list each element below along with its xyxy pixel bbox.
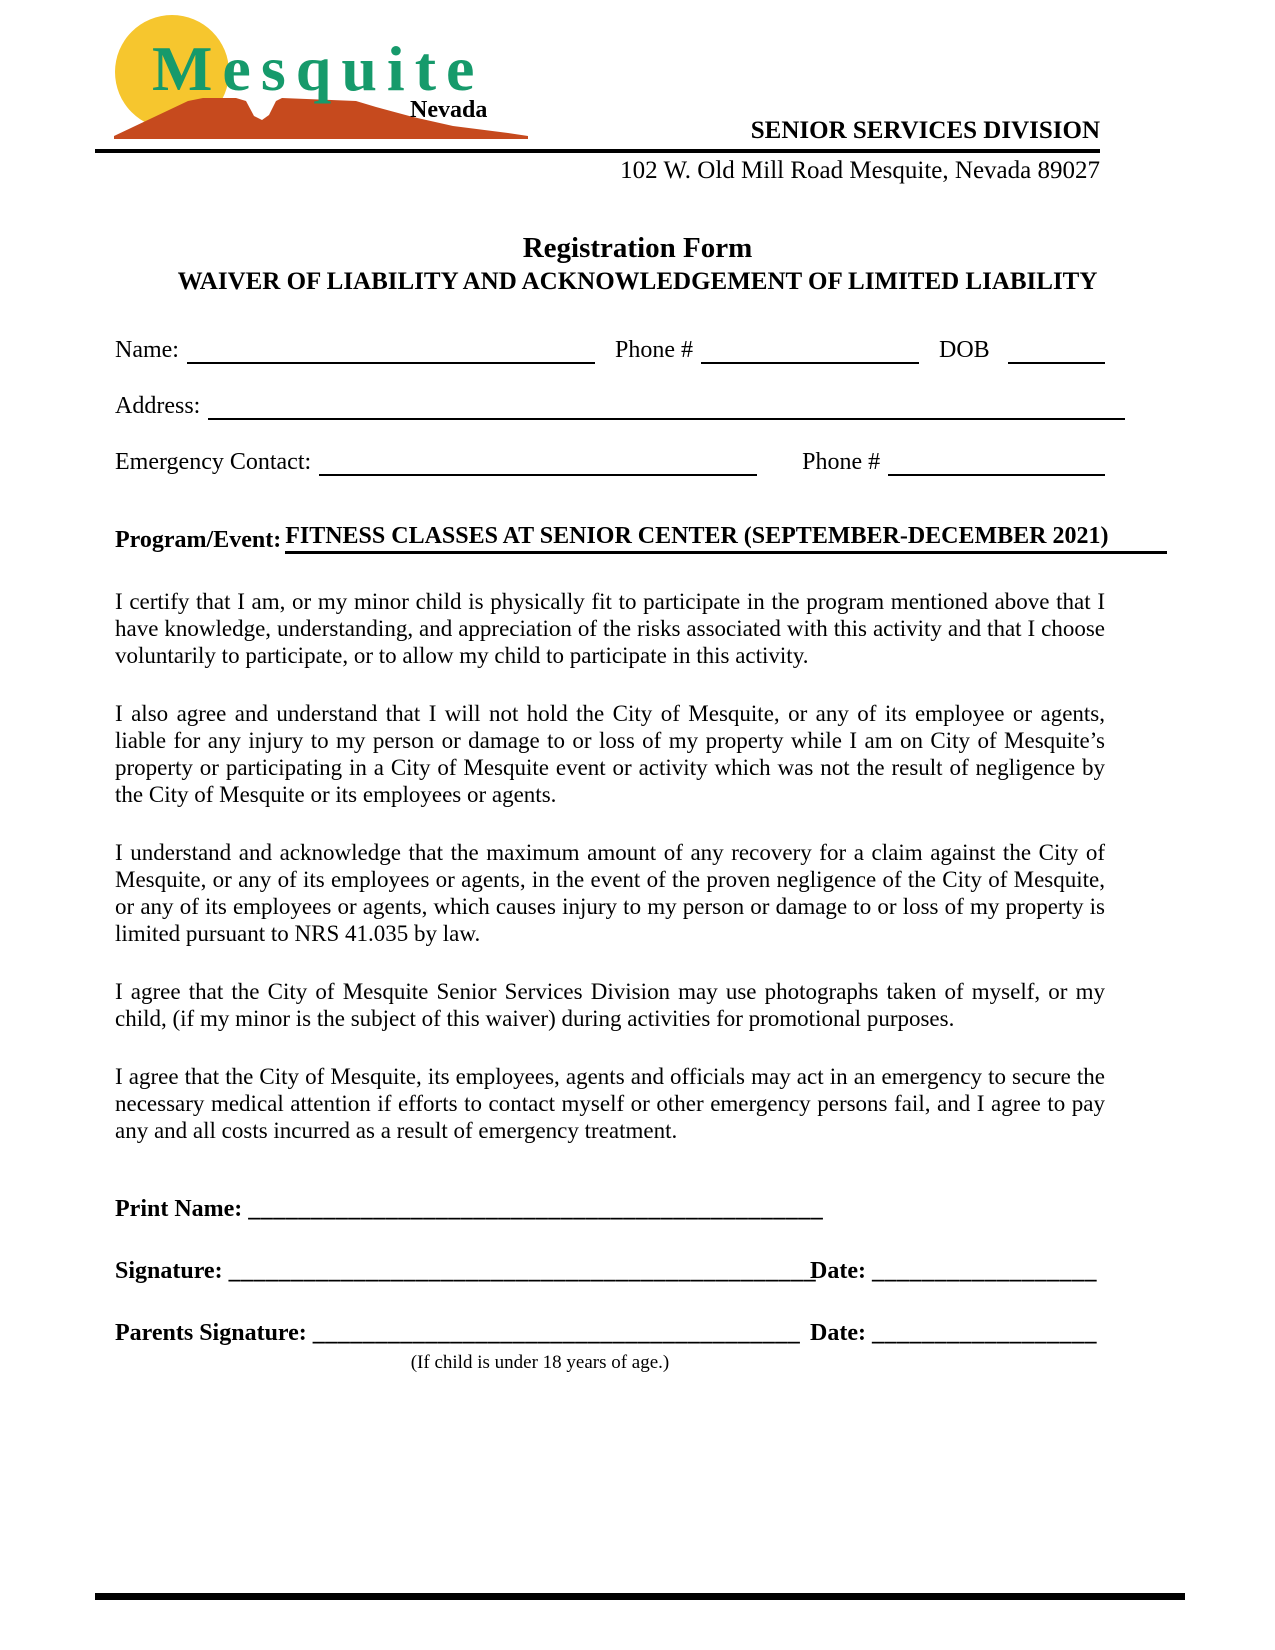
name-fill-line [187, 336, 595, 364]
waiver-paragraph-2: I also agree and understand that I will not hold the City of Mesquite, or any of its employee or agents, liable for any injury to my person or damage to or loss of my property while I am on City of Mesquite’s property or participating in a City of Mesquite event or activity which was not the result of negligence by the City of Mesquite or its employees or agents. [115, 701, 1105, 807]
date-line: __________________ [871, 1258, 1097, 1284]
signature-line: _______________________________________________ [228, 1258, 817, 1284]
print-name-label: Print Name: [115, 1196, 243, 1222]
form-subtitle: WAIVER OF LIABILITY AND ACKNOWLEDGEMENT OF LIMITED LIABILITY [177, 268, 1098, 295]
parents-signature-line: _______________________________________ [312, 1320, 801, 1346]
print-name-line: ______________________________________________ [248, 1196, 824, 1222]
waiver-paragraph-4: I agree that the City of Mesquite Senior Services Division may use photographs taken of myself, or my child, (if my minor is the subject of this waiver) during activities for promotional purposes. [115, 979, 1105, 1031]
letterhead [95, 116, 1100, 186]
parents-date-label: Date: [810, 1320, 866, 1346]
address-label: Address: [115, 393, 201, 419]
division-title: SENIOR SERVICES DIVISION [95, 116, 1100, 153]
address-row [115, 392, 1125, 420]
emergency-phone-label: Phone # [802, 449, 881, 475]
program-event-value: FITNESS CLASSES AT SENIOR CENTER (SEPTEMBER-DECEMBER 2021) [285, 522, 1166, 554]
waiver-paragraph-3: I understand and acknowledge that the maximum amount of any recovery for a claim against the City of Mesquite, or any of its employees or agents, in the event of the proven negligence of the City of Mesquite, or any of its employees or agents, which causes injury to my person or damage to or loss of my property is limited pursuant to NRS 41.035 by law. [115, 840, 1105, 946]
parents-signature-label: Parents Signature: [115, 1320, 307, 1346]
parents-signature-row [115, 1320, 1125, 1347]
child-age-note: (If child is under 18 years of age.) [410, 1352, 670, 1373]
dob-label: DOB [938, 337, 990, 363]
waiver-paragraph-1: I certify that I am, or my minor child is physically fit to participate in the program mentioned above that I have knowledge, understanding, and appreciation of the risks associated with this activity and that I choose voluntarily to participate, or to allow my child to participate in this activity. [115, 589, 1105, 668]
logo-city-name: Mesquite [152, 33, 485, 104]
address-fill-line [208, 392, 1125, 420]
emergency-contact-row [115, 448, 1105, 476]
form-title: Registration Form [522, 232, 753, 264]
dob-fill-line [1008, 336, 1105, 364]
name-label: Name: [115, 337, 179, 363]
emergency-contact-fill-line [319, 448, 757, 476]
bottom-divider [95, 1593, 1185, 1600]
date-label: Date: [810, 1258, 866, 1284]
signature-date-group [810, 1258, 1097, 1285]
signature-label: Signature: [115, 1258, 223, 1284]
parents-date-group [810, 1320, 1097, 1347]
program-event-label: Program/Event: [115, 527, 282, 553]
phone-label: Phone # [614, 337, 693, 363]
print-name-row [115, 1196, 1125, 1223]
signature-row [115, 1258, 1125, 1285]
emergency-contact-label: Emergency Contact: [115, 449, 312, 475]
phone-fill-line [701, 336, 919, 364]
division-address: 102 W. Old Mill Road Mesquite, Nevada 89027 [620, 157, 1100, 184]
waiver-text [115, 588, 1105, 1144]
waiver-paragraph-5: I agree that the City of Mesquite, its employees, agents and officials may act in an emergency to secure the necessary medical attention if efforts to contact myself or other emergency persons fail, and I agree to pay any and all costs incurred as a result of emergency treatment. [115, 1064, 1105, 1143]
emergency-phone-fill-line [888, 448, 1105, 476]
program-event-row [115, 522, 1109, 554]
name-row [115, 336, 1105, 364]
logo-state-name: Nevada [410, 97, 488, 123]
parents-date-line: __________________ [871, 1320, 1097, 1346]
